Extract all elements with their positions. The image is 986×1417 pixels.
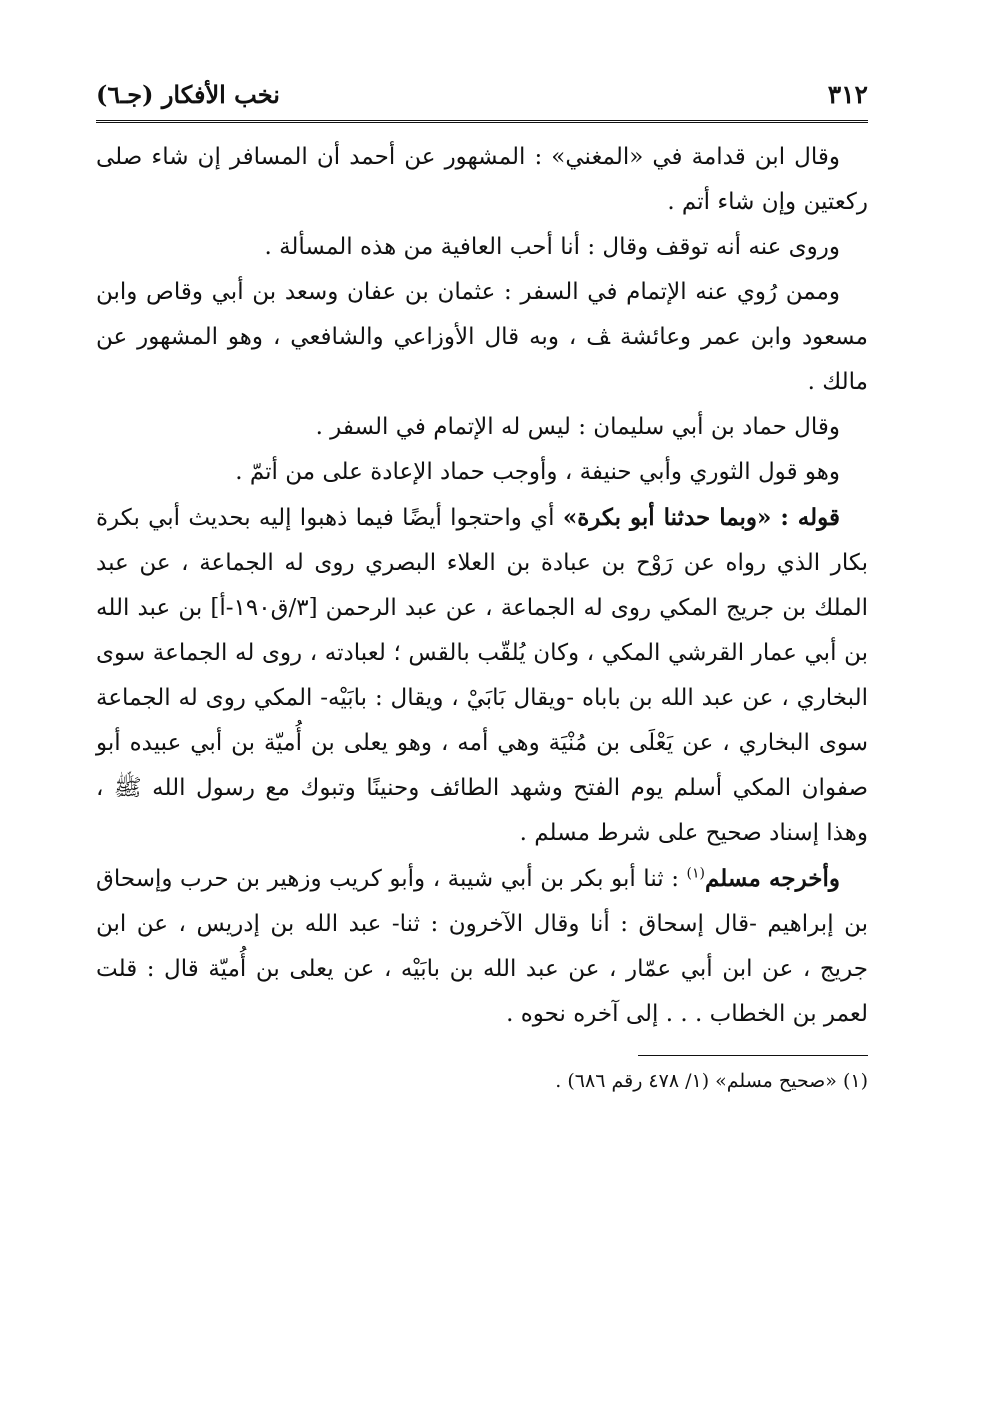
paragraph — [96, 135, 868, 225]
footnote: (١) «صحيح مسلم» (١/ ٤٧٨ رقم ٦٨٦) . — [555, 1070, 868, 1092]
paragraph-text: أي واحتجوا أيضًا فيما ذهبوا إليه بحديث أبي بكرة بكار الذي رواه عن رَوْح بن عبادة بن العلاء البصري روى له الجماعة ، عن عبد الملك بن جريج المكي روى له الجماعة ، عن عبد الرحمن [٣/ق١٩٠-أ] بن عبد الله بن أبي عمار القرشي المكي ، وكان يُلقّب بالقس ؛ لعبادته ، روى له الجماعة سوى البخاري ، عن عبد الله بن باباه -ويقال بَابَيْ ، ويقال : بابَيْه- المكي روى له الجماعة سوى البخاري ، عن يَعْلَى بن مُنْيَة وهي أمه ، وهو يعلى بن أُميّة بن أبي عبيده أبو صفوان المكي أسلم يوم الفتح وشهد الطائف وحنينًا وتبوك مع رسول الله ﷺ ، وهذا إسناد صحيح على شرط مسلم . — [96, 505, 868, 846]
paragraph-lead: قوله : «وبما حدثنا أبو بكرة» — [562, 504, 840, 531]
paragraph-text: وروى عنه أنه توقف وقال : أنا أحب العافية من هذه المسألة . — [264, 234, 840, 260]
paragraph-text: وممن رُوي عنه الإتمام في السفر : عثمان بن عفان وسعد بن أبي وقاص وابن مسعود وابن عمر وعائشة ﭫ ، وبه قال الأوزاعي والشافعي ، وهو المشهور عن مالك . — [96, 279, 868, 395]
paragraph — [96, 225, 868, 270]
running-title: نخب الأفكار (جـ٦) — [96, 80, 280, 109]
footnote-marker[interactable]: (١) — [686, 865, 705, 882]
paragraph-text: : ثنا أبو بكر بن أبي شيبة ، وأبو كريب وزهير بن حرب وإسحاق بن إبراهيم -قال إسحاق : أنا وقال الآخرون : ثنا- عبد الله بن إدريس ، عن ابن جريج ، عن ابن أبي عمّار ، عن عبد الله بن بابَيْه ، عن يعلى بن أُميّة قال : قلت لعمر بن الخطاب . . . إلى آخره نحوه . — [96, 866, 868, 1027]
paragraph — [96, 856, 868, 1037]
paragraph — [96, 450, 868, 495]
book-page — [96, 78, 868, 1368]
paragraph-lead: وأخرجه مسلم — [705, 865, 840, 892]
paragraph — [96, 270, 868, 405]
paragraph-text: وقال ابن قدامة في «المغني» : المشهور عن أحمد أن المسافر إن شاء صلى ركعتين وإن شاء أتم . — [96, 144, 868, 215]
page-header — [96, 78, 868, 123]
paragraph-text: وقال حماد بن أبي سليمان : ليس له الإتمام في السفر . — [315, 414, 840, 440]
footnote-divider — [638, 1055, 868, 1056]
paragraph-text: وهو قول الثوري وأبي حنيفة ، وأوجب حماد الإعادة على من أتمّ . — [235, 459, 840, 485]
paragraph — [96, 495, 868, 856]
main-text — [96, 135, 868, 1037]
paragraph — [96, 405, 868, 450]
page-number: ٣١٢ — [827, 80, 868, 109]
